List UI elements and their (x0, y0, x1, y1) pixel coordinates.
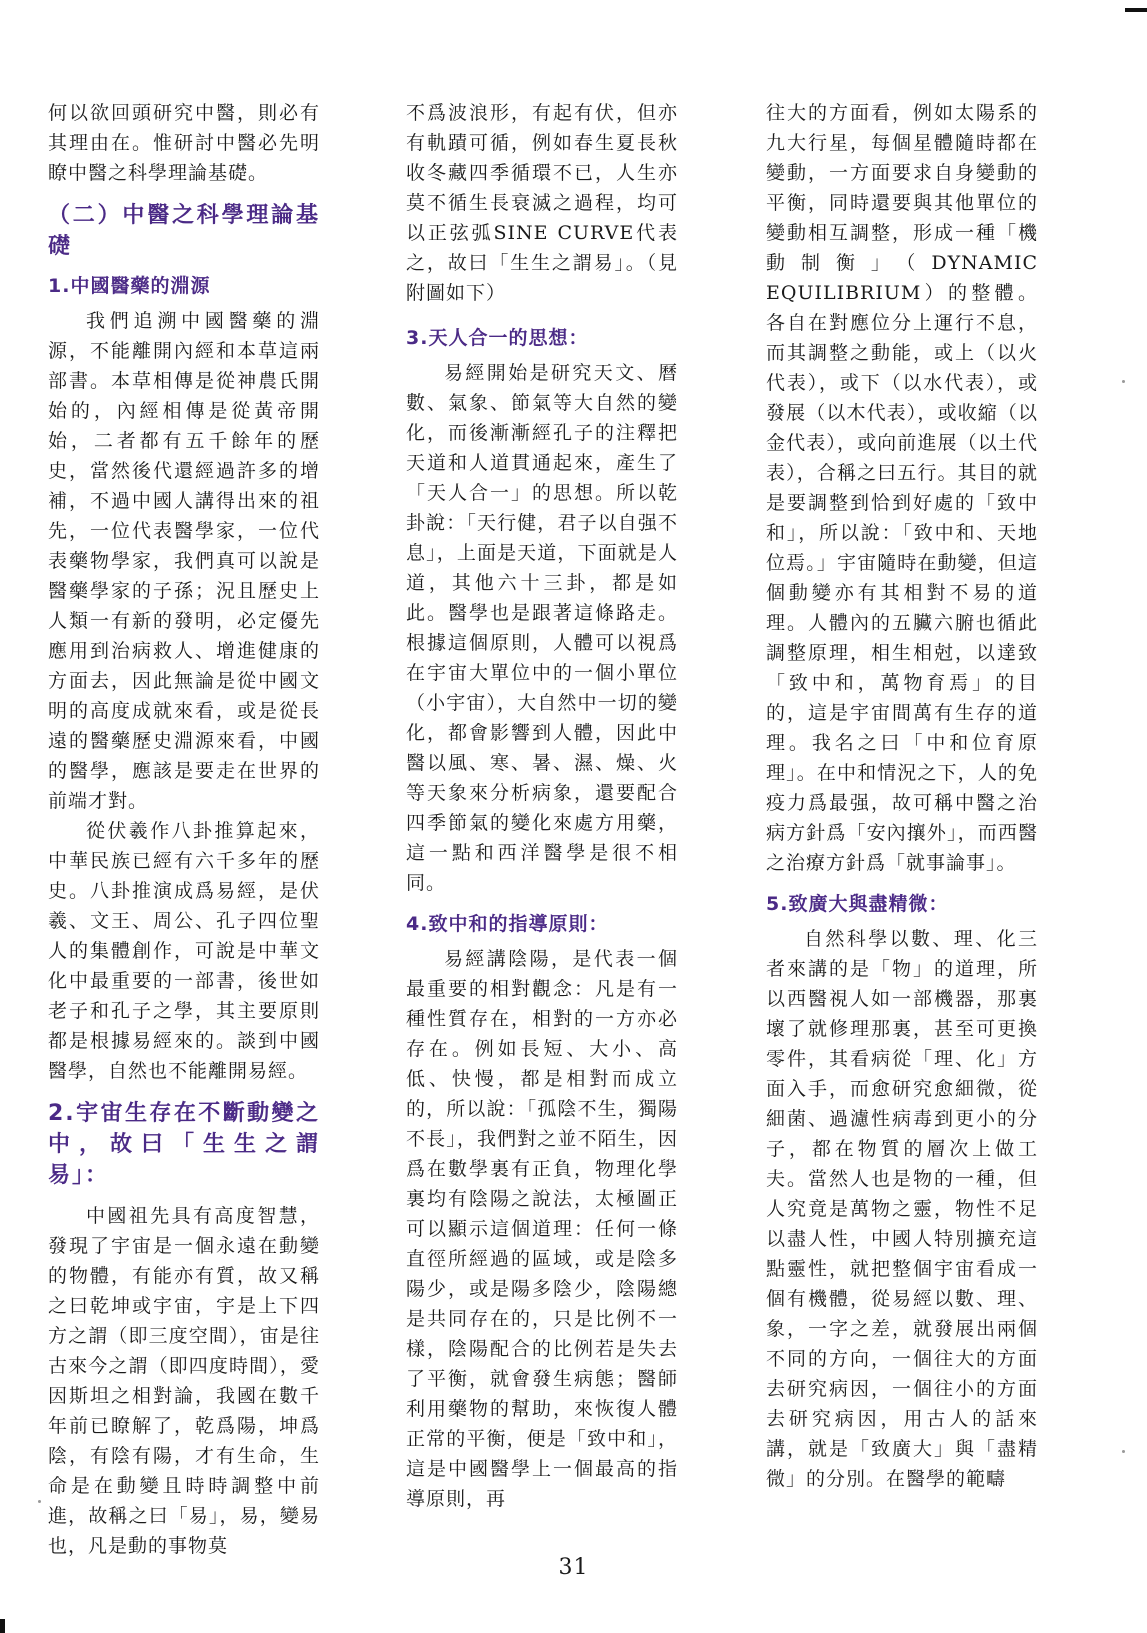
page-number: 31 (558, 1555, 589, 1580)
subheading-universe-change: 2.宇宙生存在不斷動變之中，故曰「生生之謂易」： (48, 1101, 320, 1188)
paragraph-sine-curve: 不爲波浪形，有起有伏，但亦有軌蹟可循，例如春生夏長秋收冬藏四季循環不已，人生亦莫不循生長衰滅之過程，均可以正弦弧SINE CURVE代表之，故曰「生生之謂易」。（見附圖如下） (406, 102, 678, 304)
scan-speck (1122, 380, 1125, 383)
subheading-breadth-and-precision: 5.致廣大與盡精微： (766, 893, 949, 915)
scan-mark-top (1125, 8, 1147, 12)
text-column-middle (406, 98, 678, 1514)
subheading-origins: 1.中國醫藥的淵源 (48, 275, 211, 297)
scan-speck (1122, 1450, 1125, 1453)
paragraph-origins-1: 我們追溯中國醫藥的淵源，不能離開內經和本草這兩部書。本草相傳是從神農氏開始的，內經相傳是從黃帝開始，二者都有五千餘年的歷史，當然後代還經過許多的增補，不過中國人講得出來的祖先，一位代表醫學家，一位代表藥物學家，我們真可以說是醫藥學家的子孫；況且歷史上人類一有新的發明，必定優先應用到治病救人、增進健康的方面去，因此無論是從中國文明的高度成就來看，或是從長遠的醫藥歷史淵源來看，中國的醫學，應該是要走在世界的前端才對。 (48, 310, 320, 812)
text-column-left (48, 98, 320, 1561)
paragraph-heaven-human-unity: 易經開始是研究天文、曆數、氣象、節氣等大自然的變化，而後漸漸經孔子的注釋把天道和人道貫通起來，產生了「天人合一」的思想。所以乾卦說：「天行健，君子以自强不息」，上面是天道，下面就是人道，其他六十三卦，都是如此。醫學也是跟著這條路走。根據這個原則，人體可以視爲在宇宙大單位中的一個小單位（小宇宙），大自然中一切的變化，都會影響到人體，因此中醫以風、寒、暑、濕、燥、火等天象來分析病象，還要配合四季節氣的變化來處方用藥，這一點和西洋醫學是很不相同。 (406, 362, 678, 894)
section-heading-scientific-basis: （二）中醫之科學理論基礎 (48, 203, 320, 259)
text-column-right (766, 98, 1038, 1494)
paragraph-universe-change: 中國祖先具有高度智慧，發現了宇宙是一個永遠在動變的物體，有能亦有質，故又稱之曰乾坤或宇宙，宇是上下四方之謂（即三度空間），宙是往古來今之謂（即四度時間），愛因斯坦之相對論，我國在數千年前已瞭解了，乾爲陽，坤爲陰，有陰有陽，才有生命，生命是在動變且時時調整中前進，故稱之曰「易」，易，變易也，凡是動的事物莫 (48, 1205, 320, 1557)
paragraph-dynamic-equilibrium: 往大的方面看，例如太陽系的九大行星，每個星體隨時都在變動，一方面要求自身變動的平衡，同時還要與其他單位的變動相互調整，形成一種「機動制衡」（DYNAMIC EQUILIBRIUM）的整體。各自在對應位分上運行不息，而其調整之動能，或上（以火代表），或下（以水代表），或發展（以木代表），或收縮（以金代表），或向前進展（以土代表），合稱之曰五行。其目的就是要調整到恰到好處的「致中和」，所以說：「致中和、天地位焉。」宇宙隨時在動變，但這個動變亦有其相對不易的道理。人體內的五臟六腑也循此調整原理，相生相尅，以達致「致中和，萬物育焉」的目的，這是宇宙間萬有生存的道理。我名之曰「中和位育原理」。在中和情況之下，人的免疫力爲最强，故可稱中醫之治病方針爲「安內攘外」，而西醫之治療方針爲「就事論事」。 (766, 102, 1038, 874)
intro-paragraph: 何以欲回頭研究中醫，則必有其理由在。惟研討中醫必先明瞭中醫之科學理論基礎。 (48, 102, 320, 184)
paragraph-origins-2: 從伏羲作八卦推算起來，中華民族已經有六千多年的歷史。八卦推演成爲易經，是伏羲、文王、周公、孔子四位聖人的集體創作，可說是中華文化中最重要的一部書，後世如老子和孔子之學，其主要原則都是根據易經來的。談到中國醫學，自然也不能離開易經。 (48, 820, 320, 1082)
scan-mark-bottom (0, 1619, 5, 1633)
subheading-heaven-human-unity: 3.天人合一的思想： (406, 327, 589, 349)
paragraph-breadth-and-precision: 自然科學以數、理、化三者來講的是「物」的道理，所以西醫視人如一部機器，那裏壞了就修理那裏，甚至可更換零件，其看病從「理、化」方面入手，而愈研究愈細微，從細菌、過濾性病毒到更小的分子，都在物質的層次上做工夫。當然人也是物的一種，但人究竟是萬物之靈，物性不足以盡人性，中國人特別擴充這點靈性，就把整個宇宙看成一個有機體，從易經以數、理、象，一字之差，就發展出兩個不同的方向，一個往大的方面去研究病因，一個往小的方面去研究病因，用古人的話來講，就是「致廣大」與「盡精微」的分別。在醫學的範疇 (766, 928, 1038, 1490)
subheading-zhong-he-principle: 4.致中和的指導原則： (406, 913, 609, 935)
paragraph-zhong-he-principle: 易經講陰陽，是代表一個最重要的相對觀念：凡是有一種性質存在，相對的一方亦必存在。例如長短、大小、高低、快慢，都是相對而成立的，所以說：「孤陰不生，獨陽不長」，我們對之並不陌生，因爲在數學裏有正負，物理化學裏均有陰陽之說法，太極圖正可以顯示這個道理：任何一條直徑所經過的區域，或是陰多陽少，或是陽多陰少，陰陽總是共同存在的，只是比例不一樣，陰陽配合的比例若是失去了平衡，就會發生病態；醫師利用藥物的幫助，來恢復人體正常的平衡，便是「致中和」，這是中國醫學上一個最高的指導原則，再 (406, 948, 678, 1510)
scan-speck (38, 1500, 41, 1503)
